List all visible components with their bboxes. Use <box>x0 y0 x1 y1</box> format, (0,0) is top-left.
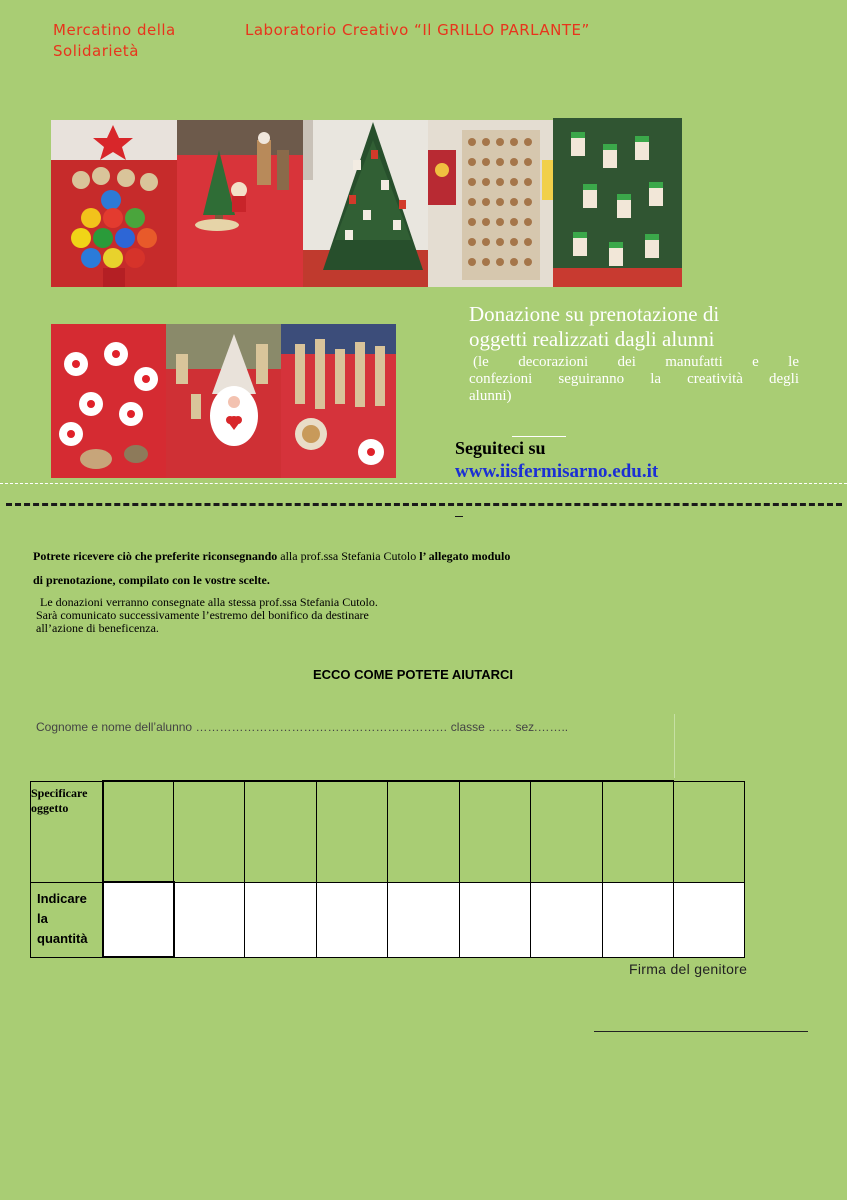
object-cell-5[interactable] <box>388 781 460 882</box>
quantity-cell-9[interactable] <box>674 882 745 957</box>
object-cell-4[interactable] <box>317 781 388 882</box>
thin-divider <box>0 483 847 484</box>
market-title <box>53 20 223 62</box>
donation-note-line3: alunni) <box>469 388 512 404</box>
object-cell-6[interactable] <box>460 781 531 882</box>
photo-cork-ornaments <box>281 324 396 478</box>
instructions-regular: alla prof.ssa Stefania Cutolo <box>277 549 420 563</box>
follow-label: Seguiteci su <box>455 438 546 458</box>
object-cell-7[interactable] <box>531 781 603 882</box>
donation-note <box>469 354 799 405</box>
follow-divider <box>512 436 566 437</box>
donation-title <box>469 302 799 352</box>
donation-note-line2: confezioni seguiranno la creatività degli <box>469 371 799 387</box>
donation-title-line1: Donazione su prenotazione di <box>469 302 720 326</box>
website-link[interactable]: www.iisfermisarno.edu.it <box>455 461 659 482</box>
delivery-line1: Le donazioni verranno consegnate alla stessa prof.ssa Stefania Cutolo. <box>40 595 378 609</box>
quantity-row <box>31 882 745 957</box>
object-label-line1: Specificare <box>31 785 88 800</box>
quantity-label-line1: Indicare <box>37 890 87 906</box>
instructions <box>33 544 633 592</box>
delivery-info <box>36 595 460 635</box>
instructions-bold-2: l’ allegato modulo <box>419 549 511 563</box>
object-cell-3[interactable] <box>245 781 317 882</box>
object-cell-8[interactable] <box>603 781 674 882</box>
photo-christmas-tree <box>303 120 428 287</box>
instructions-line1 <box>33 544 633 568</box>
photo-flower-decorations <box>51 324 166 478</box>
object-label-line2: oggetto <box>31 800 69 815</box>
student-name-field[interactable]: Cognome e nome dell’alunno ……………………………………………………… classe …… sez.…….. <box>36 720 569 734</box>
quantity-cell-7[interactable] <box>531 882 603 957</box>
instructions-bold-1: Potrete ricevere ciò che preferite riconsegnando <box>33 549 278 563</box>
quantity-cell-2[interactable] <box>174 882 245 957</box>
market-title-line1: Mercatino della <box>53 21 176 39</box>
cut-line <box>6 503 842 506</box>
signature-line[interactable] <box>594 1031 808 1032</box>
field-separator <box>674 714 675 778</box>
photo-cork-tree <box>51 120 177 287</box>
photo-gnome <box>166 324 281 478</box>
quantity-label-line3: quantità <box>37 930 88 946</box>
form-heading: ECCO COME POTETE AIUTARCI <box>312 667 514 682</box>
quantity-cell-5[interactable] <box>388 882 460 957</box>
photo-mini-tree-santa <box>177 120 303 287</box>
quantity-cell-8[interactable] <box>603 882 674 957</box>
market-title-line2: Solidarietà <box>53 42 139 60</box>
quantity-label-line2: la <box>37 910 48 926</box>
donation-title-line2: oggetti realizzati dagli alunni <box>469 327 715 351</box>
delivery-line2: Sarà comunicato successivamente l’estremo del bonifico da destinare <box>36 608 369 622</box>
cut-line-tick <box>455 516 463 517</box>
photo-cork-board <box>428 120 553 287</box>
signature-label: Firma del genitore <box>629 961 748 977</box>
photo-tree-santa-ornaments <box>553 118 682 287</box>
delivery-line3: all’azione di beneficenza. <box>36 621 159 635</box>
workshop-title: Laboratorio Creativo “Il GRILLO PARLANTE” <box>245 21 590 39</box>
quantity-cell-4[interactable] <box>317 882 388 957</box>
quantity-cell-3[interactable] <box>245 882 317 957</box>
order-form-table <box>30 780 745 958</box>
object-cell-1[interactable] <box>103 781 174 882</box>
donation-info <box>469 302 799 405</box>
object-row-label <box>31 781 103 882</box>
object-cell-2[interactable] <box>174 781 245 882</box>
object-row <box>31 781 745 882</box>
instructions-line2: di prenotazione, compilato con le vostre scelte. <box>33 573 270 587</box>
donation-note-line1: (le decorazioni dei manufatti e le <box>473 354 799 370</box>
object-cell-9[interactable] <box>674 781 745 882</box>
quantity-cell-6[interactable] <box>460 882 531 957</box>
quantity-cell-1[interactable] <box>103 882 174 957</box>
quantity-row-label <box>31 882 103 957</box>
